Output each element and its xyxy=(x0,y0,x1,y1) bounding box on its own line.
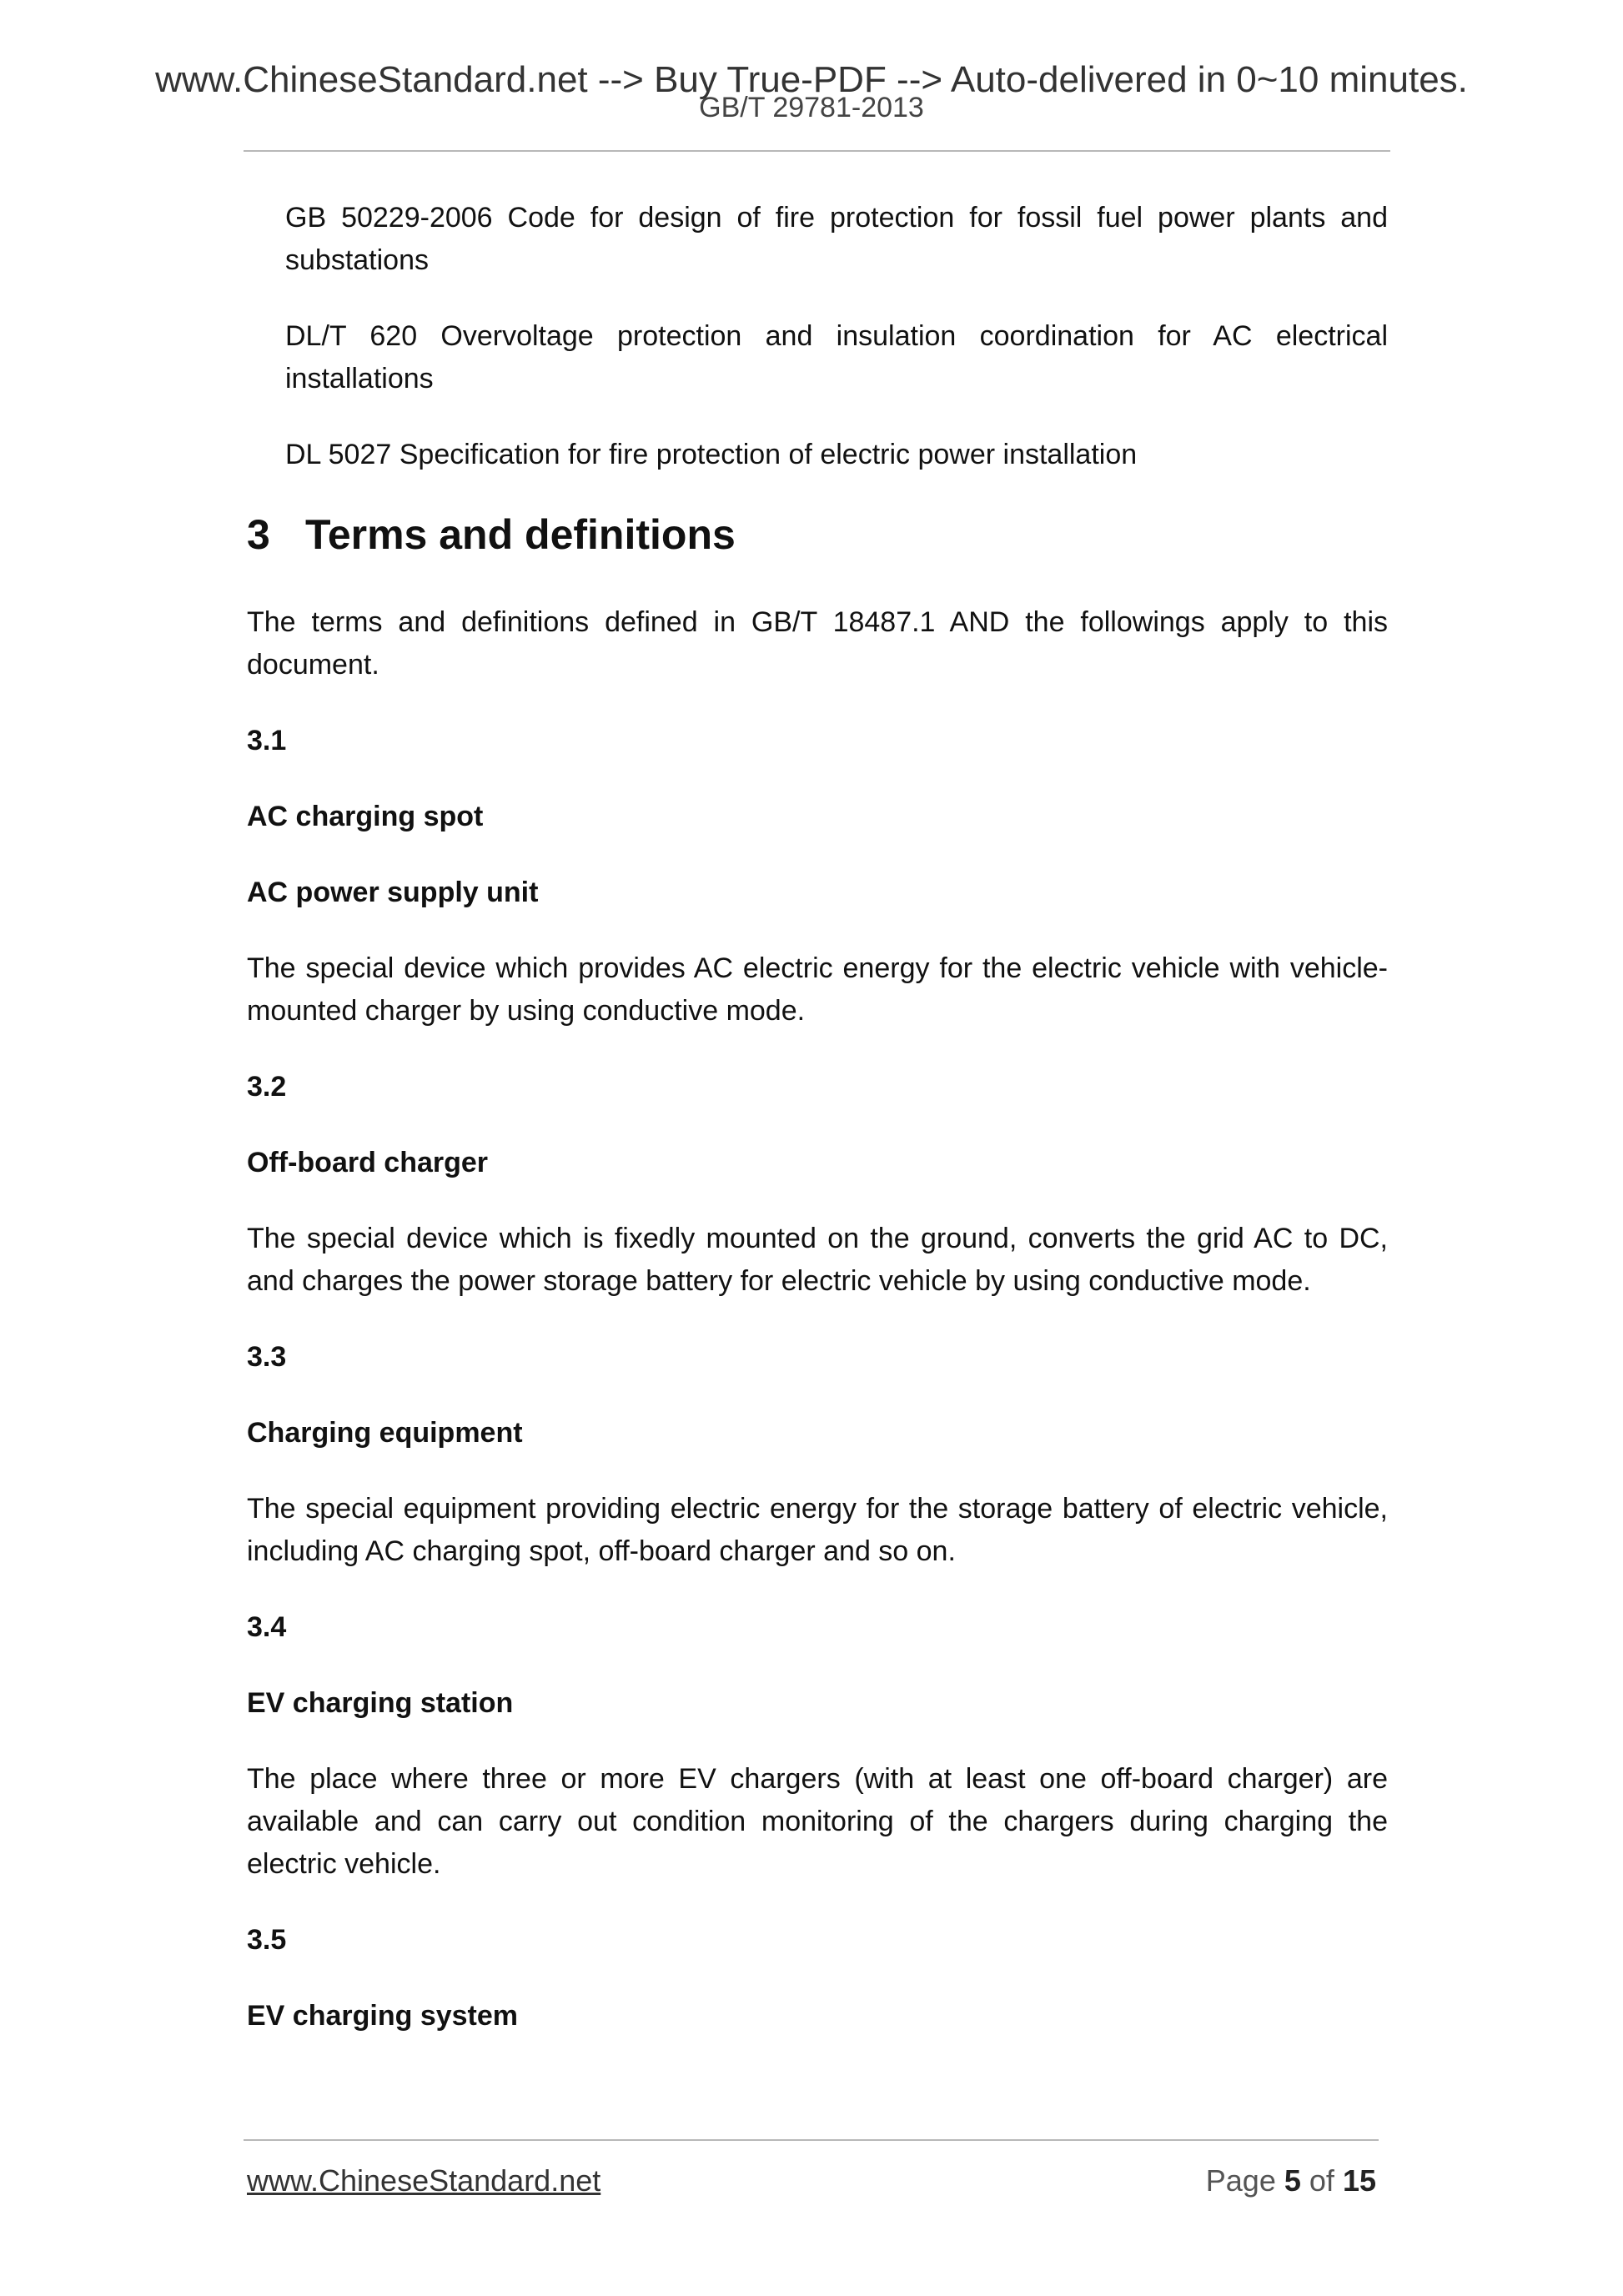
term-definition: The special equipment providing electric energy for the storage battery of electric vehicle, including AC charging spot, off-board charger and so on. xyxy=(247,1493,1388,1567)
term-title: Off-board charger xyxy=(247,1147,489,1178)
term-definition: The special device which provides AC electric energy for the electric vehicle with vehicle-mounted charger by using conductive mode. xyxy=(247,952,1388,1027)
page-total: 15 xyxy=(1342,2163,1376,2198)
clause-number: 3.5 xyxy=(247,1924,287,1956)
page-content xyxy=(247,197,1388,2071)
term-title: Charging equipment xyxy=(247,1417,523,1449)
term-title: EV charging system xyxy=(247,2000,519,2032)
section-number: 3 xyxy=(247,511,270,558)
footer-website-link[interactable]: www.ChineseStandard.net xyxy=(247,2163,601,2198)
footer-divider xyxy=(244,2139,1379,2141)
reference-dl-5027: DL 5027 Specification for fire protection of electric power installation xyxy=(285,439,1138,470)
promo-banner[interactable]: www.ChineseStandard.net --> Buy True-PDF --> Auto-delivered in 0~10 minutes. xyxy=(155,59,1468,100)
section-heading xyxy=(247,510,1388,560)
clause-number: 3.2 xyxy=(247,1071,287,1103)
clause-number: 3.3 xyxy=(247,1341,287,1373)
page-of: of xyxy=(1309,2163,1334,2198)
term-title: EV charging station xyxy=(247,1687,514,1719)
term-title: AC charging spot xyxy=(247,801,484,832)
page-prefix: Page xyxy=(1205,2163,1276,2198)
document-code: GB/T 29781-2013 xyxy=(699,92,924,123)
clause-number: 3.4 xyxy=(247,1611,287,1643)
header-divider xyxy=(244,150,1390,152)
section-intro: The terms and definitions defined in GB/T 18487.1 AND the followings apply to this document. xyxy=(247,606,1388,681)
term-definition: The special device which is fixedly mounted on the ground, converts the grid AC to DC, and charges the power storage battery for electric vehicle by using conductive mode. xyxy=(247,1223,1388,1297)
page-indicator xyxy=(1206,2163,1376,2198)
page-current: 5 xyxy=(1284,2163,1301,2198)
section-title: Terms and definitions xyxy=(305,511,736,558)
term-alternative: AC power supply unit xyxy=(247,877,539,908)
clause-number: 3.1 xyxy=(247,725,287,756)
reference-dl-620: DL/T 620 Overvoltage protection and insulation coordination for AC electrical installations xyxy=(285,320,1388,394)
reference-gb-50229: GB 50229-2006 Code for design of fire protection for fossil fuel power plants and substations xyxy=(285,202,1388,276)
term-definition: The place where three or more EV chargers (with at least one off-board charger) are available and can carry out condition monitoring of the chargers during charging the electric vehicle. xyxy=(247,1763,1388,1880)
